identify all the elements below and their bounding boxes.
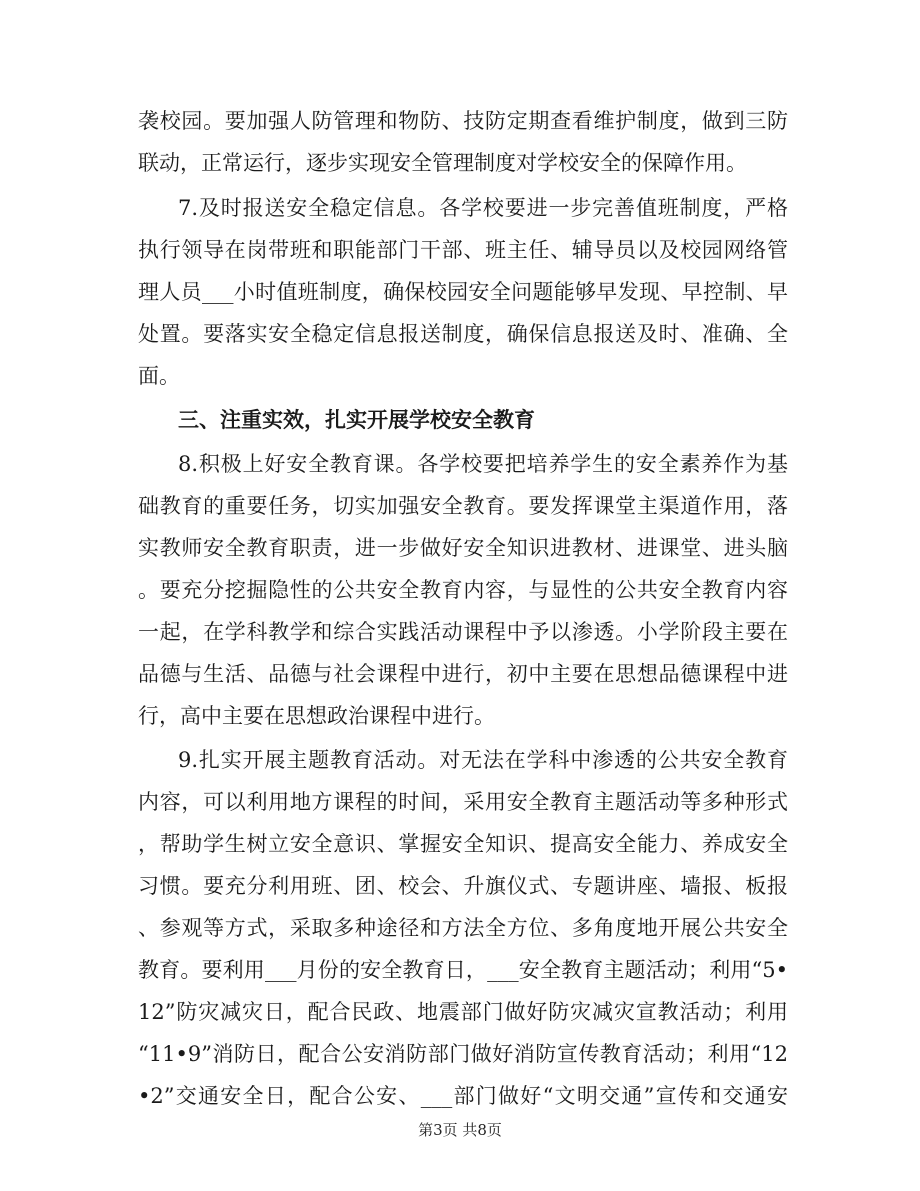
paragraph-line: 理人员___小时值班制度，确保校园安全问题能够早发现、早控制、早 (138, 280, 788, 304)
paragraph-line: 行，高中主要在思想政治课程中进行。 (138, 704, 495, 728)
paragraph-line: 8.积极上好安全教育课。各学校要把培养学生的安全素养作为基 (178, 452, 788, 476)
paragraph-line: •2”交通安全日，配合公安、___部门做好“文明交通”宣传和交通安 (138, 1084, 788, 1108)
paragraph-line: 内容，可以利用地方课程的时间，采用安全教育主题活动等多种形式 (138, 790, 788, 814)
paragraph-line: 实教师安全教育职责，进一步做好安全知识进教材、进课堂、进头脑 (138, 536, 788, 560)
paragraph-line: 品德与生活、品德与社会课程中进行，初中主要在思想品德课程中进 (138, 662, 788, 686)
paragraph-line: 执行领导在岗带班和职能部门干部、班主任、辅导员以及校园网络管 (138, 238, 788, 262)
paragraph-line: 一起，在学科教学和综合实践活动课程中予以渗透。小学阶段主要在 (138, 620, 788, 644)
paragraph-line: ，帮助学生树立安全意识、掌握安全知识、提高安全能力、养成安全 (138, 832, 788, 856)
paragraph-line: 联动，正常运行，逐步实现安全管理制度对学校安全的保障作用。 (138, 151, 747, 175)
paragraph-line: 9.扎实开展主题教育活动。对无法在学科中渗透的公共安全教育 (178, 748, 788, 772)
paragraph-line: 7.及时报送安全稳定信息。各学校要进一步完善值班制度，严格 (178, 196, 788, 220)
section-heading: 三、注重实效，扎实开展学校安全教育 (178, 407, 535, 432)
paragraph-line: 、参观等方式，采取多种途径和方法全方位、多角度地开展公共安全 (138, 916, 788, 940)
paragraph-line: 。要充分挖掘隐性的公共安全教育内容，与显性的公共安全教育内容 (138, 578, 788, 602)
page-number-footer: 第3页 共8页 (418, 1121, 502, 1139)
paragraph-line: 处置。要落实安全稳定信息报送制度，确保信息报送及时、准确、全 (138, 322, 788, 346)
paragraph-line: 习惯。要充分利用班、团、校会、升旗仪式、专题讲座、墙报、板报 (138, 874, 788, 898)
paragraph-line: 12”防灾减灾日，配合民政、地震部门做好防灾减灾宣教活动；利用 (138, 1000, 788, 1024)
paragraph-line: 面。 (138, 364, 180, 388)
paragraph-line: 础教育的重要任务，切实加强安全教育。要发挥课堂主渠道作用，落 (138, 494, 788, 518)
paragraph-line: 袭校园。要加强人防管理和物防、技防定期查看维护制度，做到三防 (138, 109, 788, 133)
paragraph-line: “11•9”消防日，配合公安消防部门做好消防宣传教育活动；利用“12 (138, 1042, 788, 1066)
paragraph-line: 教育。要利用___月份的安全教育日，___安全教育主题活动；利用“5• (138, 958, 788, 982)
